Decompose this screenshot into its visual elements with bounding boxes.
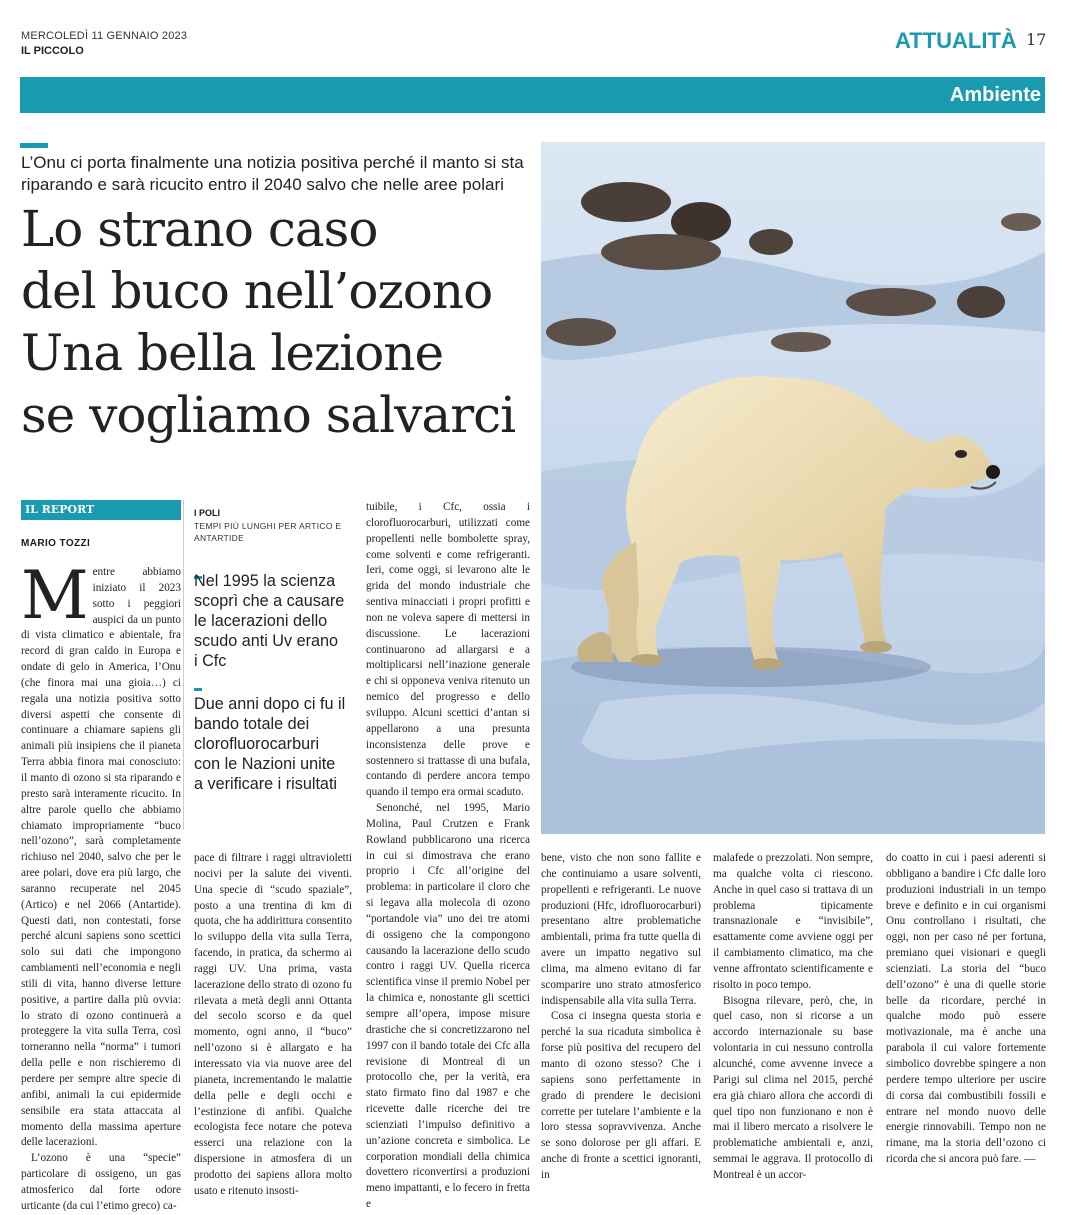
paragraph: Senonché, nel 1995, Mario Molina, Paul Crutzen e Frank Rowland pubblicarono una ricerca in cui si dimostrava che erano proprio i Cfc all’origine del problema: in particolare il cloro che si legava alla molecola di ozono “portandole via” uno dei tre atomi di ossigeno che la compongono causando la lacerazione dello scudo contro i raggi UV. Quella ricerca scientifica vinse il premio Nobel per la chimica e, nonostante gli scettici sempre all’opera, impose misure drastiche che si concretizzarono nel 1997 con il bando totale dei Cfc alla revisione di Montreal di un protocollo che, per la verità, era stato firmato fino dal 1987 e che ricevette dalle ricerche dei tre scienziati l’impulso definitivo a un’azione concreta e simbolica. Le corporation mondiali della chimica dovettero riconvertirsi a produzioni meno impattanti, e lo fecero in fretta e	[366, 802, 530, 1211]
paragraph: pace di filtrare i raggi ultravioletti nocivi per la salute dei viventi. Una specie di “scudo spaziale”, posto a una trentina di km di quota, che ha addirittura consentito lo sviluppo della vita sulla Terra, facendo, in pratica, da schermo ai raggi UV. Una prima, vasta lacerazione dello strato di ozono fu rilevata a metà degli anni Ottanta del secolo scorso e da quel momento, ogni anno, il “buco” nell’ozono si è allargato e ha interessato via via nuove aree del pianeta, incrementando le malattie della pelle e degli occhi e l’estinzione di anfibi. Qualche ecologista fece notare che potevа esserci una relazione con la dispersione in atmosfera di un prodotto dei sapiens allora molto usato e ritenuto insosti-	[194, 852, 352, 1197]
newspaper-name: IL PICCOLO	[21, 45, 84, 57]
author-byline: MARIO TOZZI	[21, 538, 91, 549]
sidebar-subtitle: TEMPI PIÙ LUNGHI PER ARTICO E ANTARTIDE	[194, 521, 342, 543]
headline-line: Una bella lezione	[21, 324, 444, 382]
paragraph: entre abbiamo iniziato il 2023 sotto i peggiori auspici da un punto di vista climatico e abientale, fra record di gran caldo in Europa e ondate di gelo in America, l’Onu (che finora mai una gioia…) ci regala una notizia positiva sotto diversi aspetti che consente di continuare a chiamare sapiens gli animali più insipiens che il pianeta Terra abbia finora mai conosciuto: il manto di ozono si sta riparando e presto sarà interamente ricucito. In altre parole quello che abbiamo chiamato impropriamente “buco nell’ozono”, sarà completamente richiuso nel 2040, salvo che per le aree polari, dove era più largo, che saranno recuperate nel 2045 (Artico) e nel 2066 (Antartide). Questi dati, non contestati, forse perché alcuni sapiens sono scettici solo sui dati che impongono cambiamenti nell’economia e negli stili di vita, hanno diverse letture positive, a partire dalla più ovvia: lo strato di ozono continuerà a proteggere la vita sulla Terra, così torneranno nella “norma” i tumori della pelle e non rischieremo di perdere per sempre altre specie di anfibi, animali la cui epidermide sensibile era stata attaccata al momento della massima aperture delle lacerazioni.	[21, 566, 181, 1149]
paragraph: malafede o prezzolati. Non sempre, ma qualche volta ci riescono. Anche in quel caso si trattava di un problema tipicamente transnazionale e “invisibile”, esattamente come avviene oggi per il cambiamento climatico, ma che venne affrontato scientificamente e risolto in poco tempo.	[713, 852, 873, 991]
dropcap: M	[21, 557, 89, 634]
article-column-3	[366, 500, 530, 1213]
section-title: ATTUALITÀ	[895, 28, 1017, 53]
pull-quote: Nel 1995 la scienza scoprì che a causare le lacerazioni dello scudo anti Uv erano i Cfc	[194, 572, 345, 670]
rubric-bar	[20, 77, 1045, 113]
paragraph: L’ozono è una “specie” particolare di ossigeno, un gas atmosferico dal forte odore urticante (da cui l’etimo greco) ca-	[21, 1152, 181, 1212]
paragraph: Bisogna rilevare, però, che, in quel caso, non si ricorse a un accordo internazionale su base volontaria in cui nessuno controlla alcunché, come avvenne invece a Parigi sul clima nel 2015, perché era già chiaro allora che accordi di quel tipo non funzionano e non è mai il libero mercato a risolvere le problematiche ambientali e, anzi, semmai le aggrava. Il protocollo di Montreal è un accor-	[713, 994, 873, 1181]
polar-bear-photo	[541, 142, 1045, 834]
subheadline: L’Onu ci porta finalmente una notizia positiva perché il manto si sta riparando e sarà ricucito entro il 2040 salvo che nelle aree polari	[21, 153, 524, 194]
page-number: 17	[1026, 30, 1047, 49]
paragraph: do coatto in cui i paesi aderenti si obbligano a bandire i Cfc dalle loro produzioni industriali in un tempo breve e definito e in cui organismi Onu controllano i risultati, che oggi, non per caso né per fortuna, premiano quei visionari e quegli scienziati. La storia del “buco dell’ozono” è una di quelle storie belle da ricordare, perché in qualche modo può essere motivazionale, ma è anche una parabola il cui valore fortemente simbolico dovrebbe spingere a non perdere tempo ulteriore per uscire di corsa dai combustibili fossili e entrare nel mondo nuovo delle energie rinnovabili. Tempo non ne rimane, ma la storia dell’ozono ci ricorda che si ancora può fare. —	[886, 852, 1046, 1166]
column-divider	[183, 500, 184, 830]
article-column-1	[21, 557, 181, 1215]
headline	[21, 198, 541, 446]
article-column-6	[886, 851, 1046, 1168]
paragraph: tuibile, i Cfc, ossia i clorofluorocarburi, utilizzati come propellenti nelle bombolette spray, come solventi e come refrigeranti. Ieri, come oggi, si levarono alte le grida del mondo industriale che sentiva minacciati i propri profitti e non ne voleva sapere di mettersi in discussione. Le lacerazioni continuarono ad allargarsi e a moltiplicarsi nell’inazione generale e chi si opponeva veniva ritenuto un nemico del progresso e dello sviluppo. Alcuni scettici d’antan si appellarono a una presunta inconsistenza delle prove e sostennero si trattasse di una bufala, contando di perdere ancora tempo quando il tempo era ormai scaduto.	[366, 501, 530, 799]
article-column-5	[713, 851, 873, 1184]
sidebar-label: I POLI	[194, 508, 221, 518]
pull-quote: Due anni dopo ci fu il bando totale dei clorofluorocarburi con le Nazioni unite a verificare i risultati	[194, 695, 346, 793]
paragraph: Cosa ci insegna questa storia e perché la sua ricaduta simbolica è forse più positiva del recupero del manto di ozono stesso? Che i sapiens sono perfettamente in grado di prendere le decisioni corrette per tutelare l’ambiente e la loro stessa sopravvivenza. Anche se sono dolorose per gli affari. E anche di fronte a scettici ignoranti, in	[541, 1010, 701, 1181]
report-label: IL REPORT	[21, 500, 181, 520]
rubric-label: Ambiente	[949, 84, 1041, 106]
article-column-2	[194, 851, 352, 1200]
headline-line: se vogliamo salvarci	[21, 386, 516, 444]
edition-date: MERCOLEDÌ 11 GENNAIO 2023	[21, 30, 188, 42]
article-column-4	[541, 851, 701, 1184]
headline-line: del buco nell’ozono	[21, 262, 493, 320]
quote-marker	[194, 688, 202, 691]
paragraph: bene, visto che non sono fallite e che continuiamo a usare solventi, propellenti e refrigeranti. Le nuove produzioni (Hfc, idrofluorocarburi) presentano altre problematiche ambientali, prima fra tutte quella di avere un impatto negativo sul clima, ma almeno evitano di far scomparire uno strato atmosferico indispensabile alla vita sulla Terra.	[541, 852, 701, 1007]
accent-rule	[20, 143, 48, 148]
headline-line: Lo strano caso	[21, 200, 378, 258]
